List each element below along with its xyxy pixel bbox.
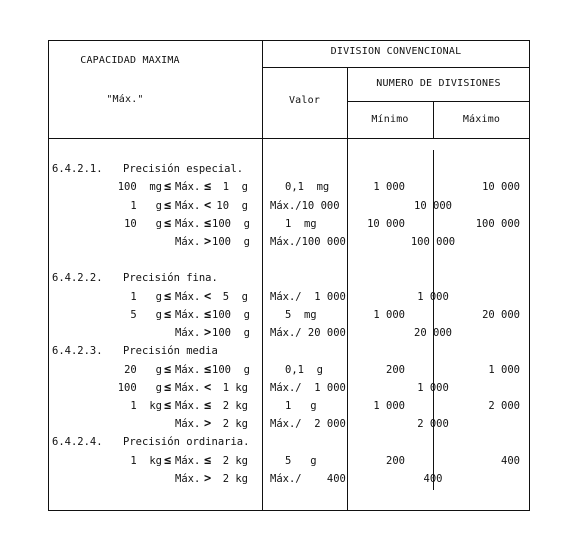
max-symbol: Máx. <box>175 364 201 376</box>
operator-lower: ≤ <box>164 362 172 376</box>
span-cell: 1 000 <box>417 382 449 394</box>
header-valor: Valor <box>288 95 321 106</box>
operator-lower: ≤ <box>164 307 172 321</box>
range-upper: 2 kg <box>222 473 248 485</box>
valor-cell: Máx./ 1 000 <box>270 291 346 303</box>
header-minimo: Mínimo <box>371 114 409 125</box>
range-upper: 1 kg <box>222 382 248 394</box>
minimo-cell: 1 000 <box>373 400 405 412</box>
section-title: Precisión media <box>123 345 218 357</box>
range-lower: 20 g <box>124 364 162 376</box>
header-max: "Máx." <box>106 94 144 105</box>
section-title: Precisión especial. <box>123 163 244 175</box>
range-upper: 100 g <box>212 309 250 321</box>
operator-upper: ≤ <box>204 179 212 193</box>
section-number: 6.4.2.2. <box>52 272 103 284</box>
section-number: 6.4.2.1. <box>52 163 103 175</box>
operator-lower: ≤ <box>164 380 172 394</box>
operator-lower: ≤ <box>164 198 172 212</box>
range-upper: 100 g <box>212 327 250 339</box>
range-upper: 1 g <box>222 181 248 193</box>
maximo-cell: 100 000 <box>475 218 520 230</box>
valor-cell: 5 g <box>285 455 317 467</box>
operator-upper: ≤ <box>204 453 212 467</box>
range-lower: 5 g <box>130 309 162 321</box>
range-upper: 10 g <box>216 200 248 212</box>
col-divider-min <box>347 67 348 511</box>
operator-upper: ≤ <box>204 398 212 412</box>
maximo-cell: 400 <box>501 455 520 467</box>
span-cell: 1 000 <box>417 291 449 303</box>
operator-upper: < <box>204 380 212 394</box>
max-symbol: Máx. <box>175 382 201 394</box>
minimo-cell: 1 000 <box>373 309 405 321</box>
max-symbol: Máx. <box>175 309 201 321</box>
max-symbol: Máx. <box>175 418 201 430</box>
operator-upper: ≤ <box>204 307 212 321</box>
table-border-right <box>529 40 530 511</box>
span-cell: 10 000 <box>414 200 452 212</box>
section-title: Precisión ordinaria. <box>123 436 250 448</box>
valor-cell: 0,1 mg <box>285 181 330 193</box>
span-cell: 20 000 <box>414 327 452 339</box>
max-symbol: Máx. <box>175 473 201 485</box>
section-title: Precisión fina. <box>123 272 218 284</box>
header-rule-3 <box>48 138 530 139</box>
max-symbol: Máx. <box>175 455 201 467</box>
span-cell: 100 000 <box>410 236 456 248</box>
minimo-cell: 200 <box>386 455 405 467</box>
table-border-left <box>48 40 49 511</box>
operator-upper: ≤ <box>204 216 212 230</box>
operator-upper: > <box>204 416 212 430</box>
max-symbol: Máx. <box>175 200 201 212</box>
max-symbol: Máx. <box>175 218 201 230</box>
range-upper: 100 g <box>212 236 250 248</box>
section-number: 6.4.2.3. <box>52 345 103 357</box>
valor-cell: Máx./ 20 000 <box>270 327 346 339</box>
maximo-cell: 20 000 <box>482 309 520 321</box>
range-upper: 2 kg <box>222 455 248 467</box>
operator-upper: ≤ <box>204 362 212 376</box>
max-symbol: Máx. <box>175 400 201 412</box>
valor-cell: Máx./ 2 000 <box>270 418 346 430</box>
operator-upper: < <box>204 198 212 212</box>
span-cell: 2 000 <box>417 418 449 430</box>
table-border-bottom <box>48 510 530 511</box>
valor-cell: 1 mg <box>285 218 317 230</box>
header-maximo: Máximo <box>462 114 501 125</box>
operator-upper: > <box>204 471 212 485</box>
maximo-cell: 1 000 <box>488 364 520 376</box>
header-division-convencional: DIVISION CONVENCIONAL <box>330 46 462 57</box>
operator-lower: ≤ <box>164 179 172 193</box>
header-rule-1 <box>262 67 530 68</box>
header-numero-divisiones: NUMERO DE DIVISIONES <box>376 78 501 89</box>
span-cell: 400 <box>423 473 443 485</box>
range-lower: 1 g <box>130 200 162 212</box>
range-upper: 2 kg <box>222 400 248 412</box>
maximo-cell: 10 000 <box>482 181 520 193</box>
max-symbol: Máx. <box>175 291 201 303</box>
operator-lower: ≤ <box>164 289 172 303</box>
range-lower: 100 mg <box>117 181 162 193</box>
range-upper: 100 g <box>212 364 250 376</box>
range-upper: 2 kg <box>222 418 248 430</box>
valor-cell: Máx./ 1 000 <box>270 382 346 394</box>
operator-lower: ≤ <box>164 398 172 412</box>
valor-cell: 5 mg <box>285 309 317 321</box>
range-lower: 1 g <box>130 291 162 303</box>
header-rule-2 <box>347 101 530 102</box>
operator-upper: < <box>204 289 212 303</box>
operator-upper: > <box>204 234 212 248</box>
minimo-cell: 10 000 <box>367 218 405 230</box>
range-lower: 1 kg <box>130 455 162 467</box>
max-symbol: Máx. <box>175 327 201 339</box>
valor-cell: Máx./100 000 <box>270 236 346 248</box>
section-number: 6.4.2.4. <box>52 436 103 448</box>
range-lower: 100 g <box>117 382 162 394</box>
operator-lower: ≤ <box>164 453 172 467</box>
range-lower: 1 kg <box>130 400 162 412</box>
minimo-cell: 200 <box>386 364 405 376</box>
valor-cell: Máx./10 000 <box>270 200 340 212</box>
table-border-top <box>48 40 530 41</box>
operator-lower: ≤ <box>164 216 172 230</box>
range-upper: 100 g <box>212 218 250 230</box>
header-capacidad: CAPACIDAD MAXIMA <box>80 55 180 66</box>
valor-cell: Máx./ 400 <box>270 473 346 485</box>
operator-upper: > <box>204 325 212 339</box>
valor-cell: 0,1 g <box>285 364 323 376</box>
col-divider-valor <box>262 40 263 511</box>
range-upper: 5 g <box>222 291 248 303</box>
max-symbol: Máx. <box>175 181 201 193</box>
maximo-cell: 2 000 <box>488 400 520 412</box>
minimo-cell: 1 000 <box>373 181 405 193</box>
valor-cell: 1 g <box>285 400 317 412</box>
max-symbol: Máx. <box>175 236 201 248</box>
range-lower: 10 g <box>124 218 162 230</box>
